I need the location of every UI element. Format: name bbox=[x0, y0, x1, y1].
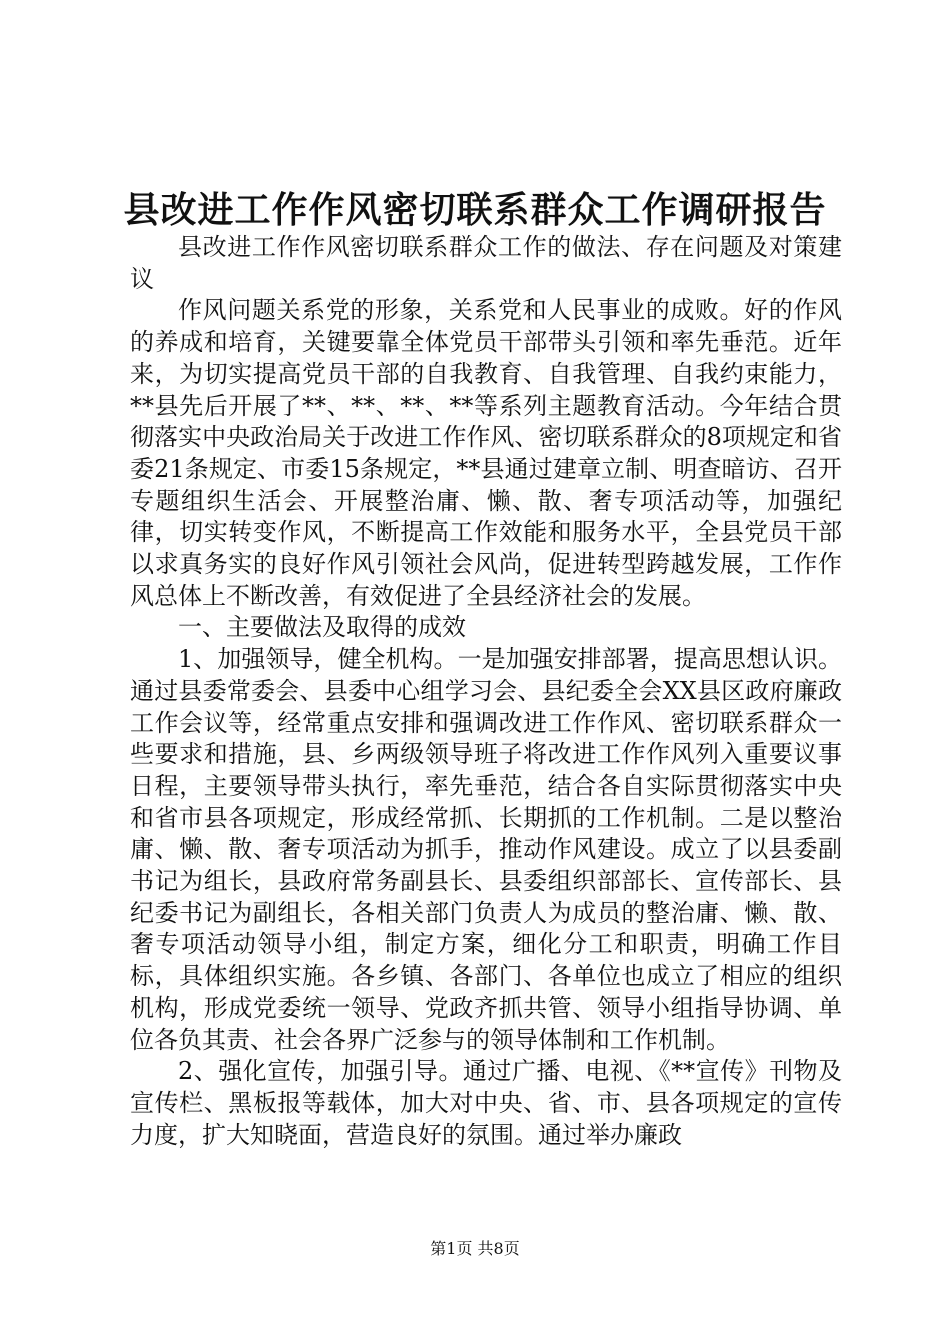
paragraph-item-2: 2、强化宣传，加强引导。通过广播、电视、《**宣传》刊物及宣传栏、黑板报等载体，加大对中央、省、市、县各项规定的宣传力度，扩大知晓面，营造良好的氛围。通过举办廉政 bbox=[130, 1057, 842, 1149]
document-title: 县改进工作作风密切联系群众工作调研报告 bbox=[123, 189, 827, 231]
paragraph-item-1: 1、加强领导，健全机构。一是加强安排部署，提高思想认识。通过县委常委会、县委中心组学习会、县纪委全会XX县区政府廉政工作会议等，经常重点安排和强调改进工作作风、密切联系群众一些要求和措施，县、乡两级领导班子将改进工作作风列入重要议事日程，主要领导带头执行，率先垂范，结合各自实际贯彻落实中央和省市县各项规定，形成经常抓、长期抓的工作机制。二是以整治庸、懒、散、奢专项活动为抓手，推动作风建设。成立了以县委副书记为组长，县政府常务副县长、县委组织部部长、宣传部长、县纪委书记为副组长，各相关部门负责人为成员的整治庸、懒、散、奢专项活动领导小组，制定方案，细化分工和职责，明确工作目标，具体组织实施。各乡镇、各部门、各单位也成立了相应的组织机构，形成党委统一领导、党政齐抓共管、领导小组指导协调、单位各负其责、社会各界广泛参与的领导体制和工作机制。 bbox=[130, 645, 842, 1054]
section-heading: 一、主要做法及取得的成效 bbox=[178, 613, 466, 642]
page-number: 第1页 共8页 bbox=[430, 1239, 520, 1258]
document-body bbox=[130, 232, 842, 1151]
paragraph-intro: 作风问题关系党的形象，关系党和人民事业的成败。好的作风的养成和培育，关键要靠全体党员干部带头引领和率先垂范。近年来，为切实提高党员干部的自我教育、自我管理、自我约束能力，**县先后开展了**、**、**、**等系列主题教育活动。今年结合贯彻落实中央政治局关于改进工作作风、密切联系群众的8项规定和省委21条规定、市委15条规定，**县通过建章立制、明查暗访、召开专题组织生活会、开展整治庸、懒、散、奢专项活动等，加强纪律，切实转变作风，不断提高工作效能和服务水平，全县党员干部以求真务实的良好作风引领社会风尚，促进转型跨越发展，工作作风总体上不断改善，有效促进了全县经济社会的发展。 bbox=[130, 296, 842, 610]
paragraph-subtitle: 县改进工作作风密切联系群众工作的做法、存在问题及对策建议 bbox=[130, 233, 842, 293]
